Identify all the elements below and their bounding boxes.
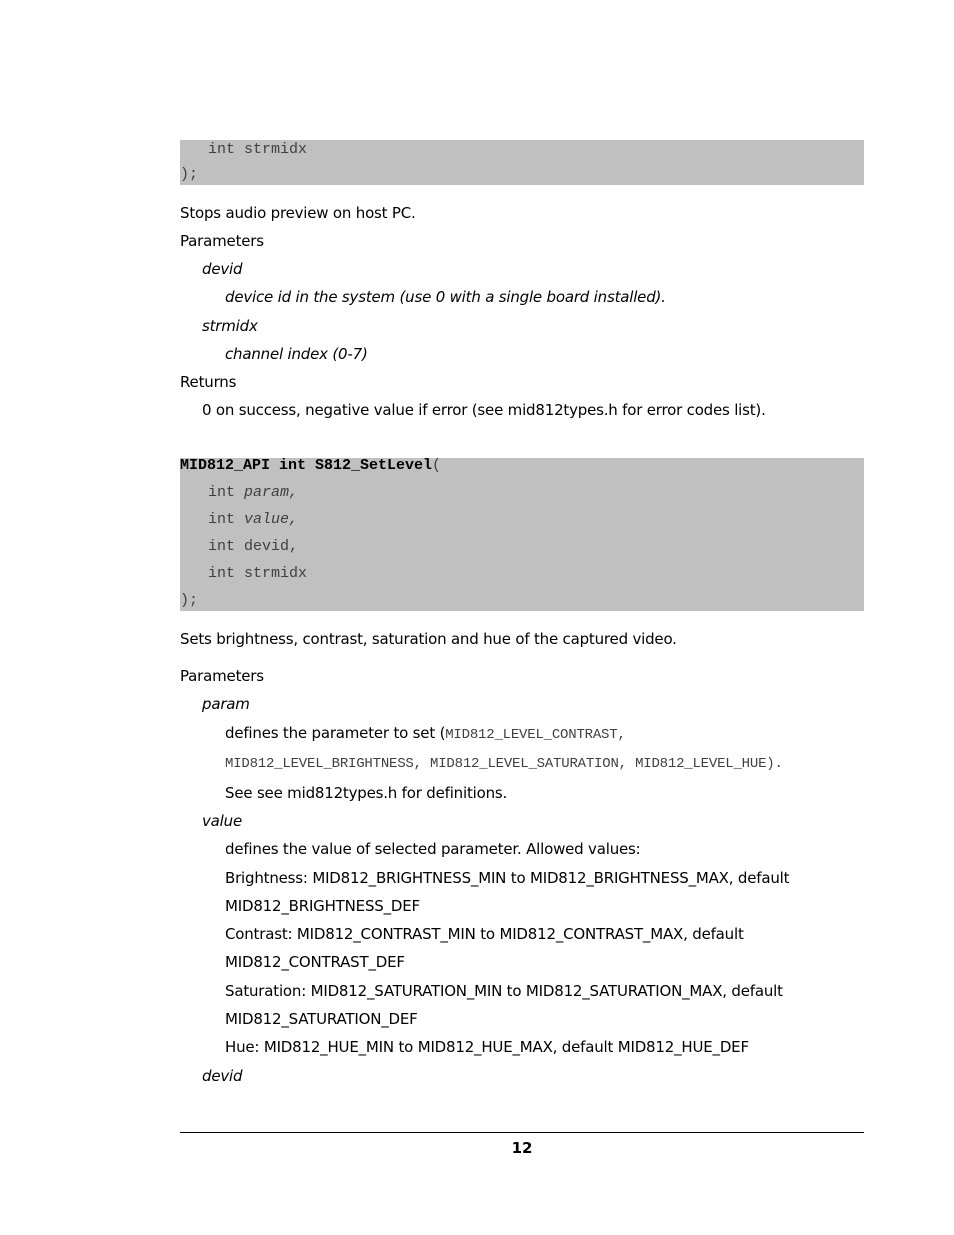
returns-desc: 0 on success, negative value if error (see mid812types.h for error codes list). xyxy=(202,401,766,419)
code-line-close: ); xyxy=(180,166,199,183)
param-value-name: value xyxy=(202,812,242,830)
document-page xyxy=(180,0,864,1235)
arg-value-name: value, xyxy=(244,511,299,528)
param-param-name: param xyxy=(202,695,250,713)
function-signature: MID812_API int S812_SetLevel xyxy=(180,457,433,474)
stop-preview-description: Stops audio preview on host PC. xyxy=(180,204,416,222)
contrast-line1: Contrast: MID812_CONTRAST_MIN to MID812_CONTRAST_MAX, default xyxy=(225,925,744,943)
parameters-heading-2: Parameters xyxy=(180,667,264,685)
hue-line: Hue: MID812_HUE_MIN to MID812_HUE_MAX, default MID812_HUE_DEF xyxy=(225,1038,749,1056)
saturation-line1: Saturation: MID812_SATURATION_MIN to MID812_SATURATION_MAX, default xyxy=(225,982,783,1000)
parameters-heading: Parameters xyxy=(180,232,264,250)
param-strmidx-name: strmidx xyxy=(202,317,258,335)
param-param-const-contrast: MID812_LEVEL_CONTRAST, xyxy=(445,727,626,743)
code-line-strmidx: int strmidx xyxy=(208,141,308,158)
code-block-stop-preview-tail xyxy=(180,140,864,185)
arg-value-type: int xyxy=(208,511,245,528)
code-line-close-2: ); xyxy=(180,592,199,609)
page-number: 12 xyxy=(511,1139,533,1157)
param-devid-name: devid xyxy=(202,260,243,278)
open-paren: ( xyxy=(432,457,442,474)
set-level-description: Sets brightness, contrast, saturation and hue of the captured video. xyxy=(180,630,677,648)
code-line-arg-value xyxy=(208,510,298,530)
param-devid-desc: device id in the system (use 0 with a single board installed). xyxy=(225,288,666,306)
brightness-line1: Brightness: MID812_BRIGHTNESS_MIN to MID812_BRIGHTNESS_MAX, default xyxy=(225,869,790,887)
arg-param-type: int xyxy=(208,484,245,501)
param-strmidx-desc: channel index (0-7) xyxy=(225,345,368,363)
code-line-signature xyxy=(180,456,441,476)
code-line-arg-strmidx: int strmidx xyxy=(208,565,308,582)
code-line-arg-param xyxy=(208,483,298,503)
param-param-desc-prefix: defines the parameter to set ( xyxy=(225,724,446,742)
saturation-line2: MID812_SATURATION_DEF xyxy=(225,1010,418,1028)
param-value-desc: defines the value of selected parameter. Allowed values: xyxy=(225,840,641,858)
returns-heading: Returns xyxy=(180,373,237,391)
param-param-const-line2: MID812_LEVEL_BRIGHTNESS, MID812_LEVEL_SATURATION, MID812_LEVEL_HUE). xyxy=(225,756,783,772)
code-line-arg-devid: int devid, xyxy=(208,538,299,555)
contrast-line2: MID812_CONTRAST_DEF xyxy=(225,953,405,971)
code-block-set-level xyxy=(180,458,864,611)
param-param-see: See see mid812types.h for definitions. xyxy=(225,784,508,802)
brightness-line2: MID812_BRIGHTNESS_DEF xyxy=(225,897,420,915)
footer-rule xyxy=(180,1132,864,1133)
param-param-desc-line1 xyxy=(225,722,626,744)
arg-param-name: param, xyxy=(244,484,299,501)
param-devid-name-2: devid xyxy=(202,1067,243,1085)
